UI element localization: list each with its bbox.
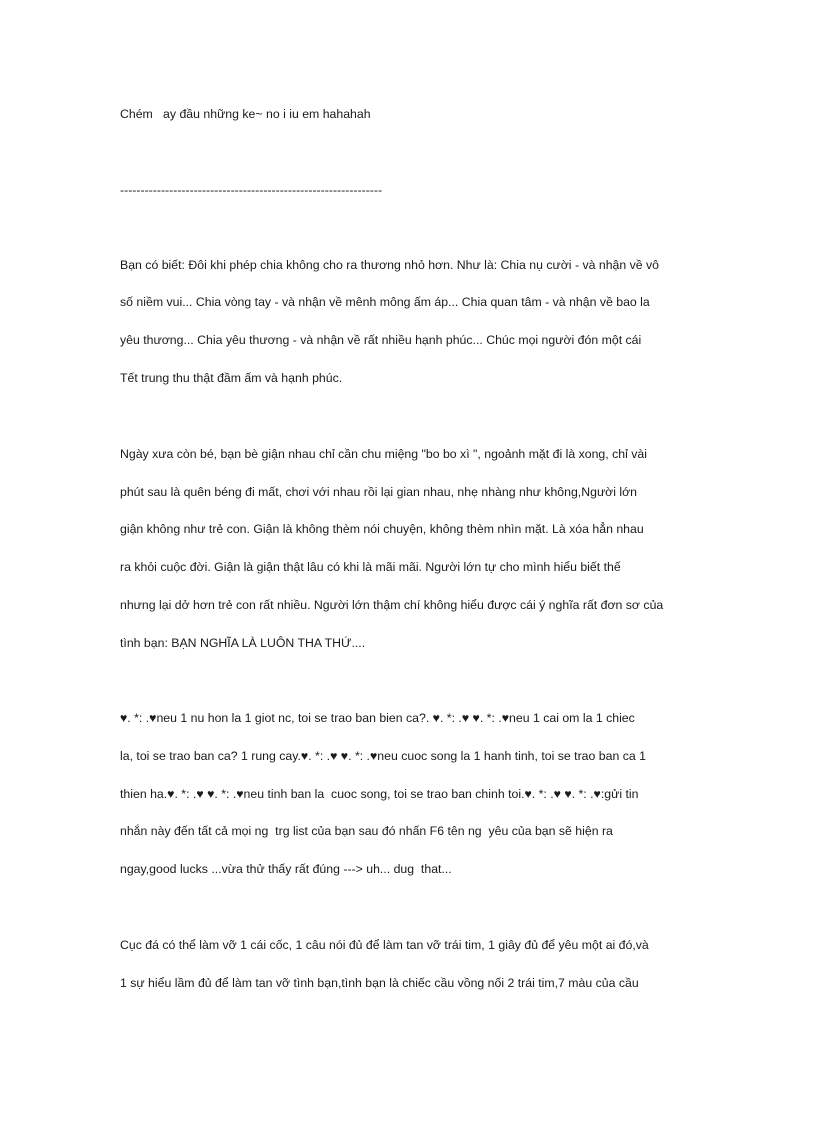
paragraph-line: Cục đá có thể làm vỡ 1 cái cốc, 1 câu nói đủ để làm tan vỡ trái tim, 1 giây đủ để yêu một ai đó,và xyxy=(120,938,649,952)
paragraph-line: Ngày xưa còn bé, bạn bè giận nhau chỉ cần chu miệng "bo bo xì ", ngoảnh mặt đi là xong, chỉ vài xyxy=(120,447,647,461)
paragraph-line: yêu thương... Chia yêu thương - và nhận về rất nhiều hạnh phúc... Chúc mọi người đón một cái xyxy=(120,333,642,347)
paragraph-line: thien ha.♥. *: .♥ ♥. *: .♥neu tinh ban la cuoc song, toi se trao ban chinh toi.♥. *: .♥ ♥. *: .♥:gửi tin xyxy=(120,787,639,801)
paragraph-line: ♥. *: .♥neu 1 nu hon la 1 giot nc, toi se trao ban bien ca?. ♥. *: .♥ ♥. *: .♥neu 1 cai om la 1 chiec xyxy=(120,711,635,725)
paragraph-line: Bạn có biết: Đôi khi phép chia không cho ra thương nhỏ hơn. Như là: Chia nụ cười - và nhận về vô xyxy=(120,258,660,272)
paragraph-line: Tết trung thu thật đầm ấm và hạnh phúc. xyxy=(120,371,343,385)
paragraph-line: ngay,good lucks ...vừa thử thấy rất đúng ---> uh... dug that... xyxy=(120,862,452,876)
paragraph-line: ra khỏi cuộc đời. Giận là giận thật lâu có khi là mãi mãi. Người lớn tự cho mình hiểu biết thế xyxy=(120,560,621,574)
paragraph-line: nhưng lại dở hơn trẻ con rất nhiều. Người lớn thậm chí không hiểu được cái ý nghĩa rất đơn sơ của xyxy=(120,598,664,612)
paragraph-line: 1 sự hiểu lầm đủ để làm tan vỡ tình bạn,tình bạn là chiếc cầu vồng nối 2 trái tim,7 màu của cầu xyxy=(120,976,639,990)
paragraph-line: tình bạn: BẠN NGHĨA LÀ LUÔN THA THỨ.... xyxy=(120,636,366,650)
divider-line: ---------------------------------------------------------------- xyxy=(120,183,383,197)
paragraph-line: nhắn này đến tất cả mọi ng trg list của bạn sau đó nhấn F6 tên ng yêu của bạn sẽ hiện ra xyxy=(120,824,613,838)
paragraph-line: la, toi se trao ban ca? 1 rung cay.♥. *: .♥ ♥. *: .♥neu cuoc song la 1 hanh tinh, toi se trao ban ca 1 xyxy=(120,749,646,763)
paragraph-line: số niềm vui... Chia vòng tay - và nhận về mênh mông ấm áp... Chia quan tâm - và nhận về bao la xyxy=(120,295,650,309)
paragraph-line: giận không như trẻ con. Giận là không thèm nói chuyện, không thèm nhìn mặt. Là xóa hẳn nhau xyxy=(120,522,644,536)
title-line: Chém ay đầu những ke~ no i iu em hahahah xyxy=(120,107,371,121)
paragraph-line: phút sau là quên béng đi mất, chơi với nhau rồi lại gian nhau, nhẹ nhàng như không,Người lớn xyxy=(120,485,638,499)
